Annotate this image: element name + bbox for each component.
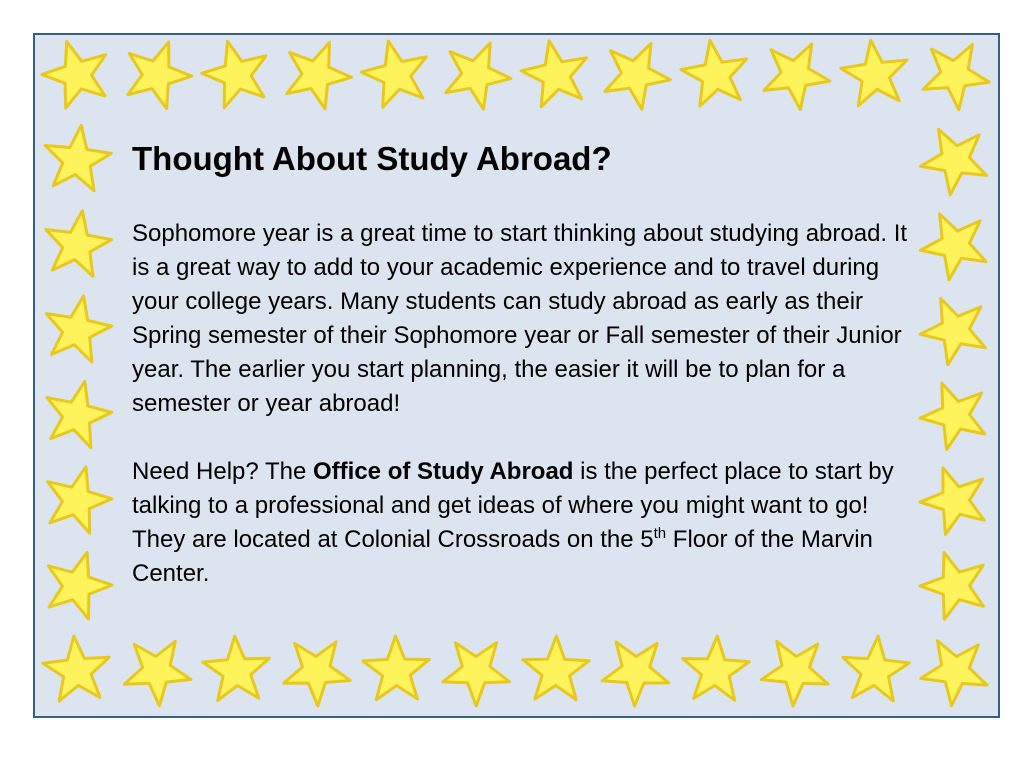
star-icon bbox=[841, 40, 907, 105]
star-icon bbox=[681, 40, 747, 106]
star-icon bbox=[284, 642, 351, 706]
star-icon bbox=[521, 41, 586, 107]
help-paragraph bbox=[132, 455, 922, 591]
star-icon bbox=[921, 129, 987, 195]
star-icon bbox=[605, 44, 671, 110]
star-icon bbox=[124, 641, 190, 706]
star-icon bbox=[46, 211, 112, 277]
star-icon bbox=[843, 636, 909, 701]
star-icon bbox=[683, 636, 750, 700]
star-icon bbox=[46, 296, 111, 362]
flyer-card bbox=[33, 33, 1000, 718]
star-icon bbox=[42, 42, 106, 109]
star-icon bbox=[363, 636, 430, 700]
star-icon bbox=[47, 381, 112, 447]
star-icon bbox=[923, 45, 989, 110]
office-name: Office of Study Abroad bbox=[313, 458, 574, 485]
star-icon bbox=[128, 42, 192, 109]
help-lead-text: Need Help? The bbox=[132, 458, 314, 485]
star-icon bbox=[920, 383, 985, 449]
star-icon bbox=[761, 641, 828, 706]
flyer-title: Thought About Study Abroad? bbox=[132, 140, 612, 177]
star-icon bbox=[203, 636, 269, 700]
flyer-content bbox=[132, 135, 922, 591]
star-icon bbox=[48, 467, 112, 533]
floor-ordinal-suffix: th bbox=[653, 525, 667, 542]
help-tail-text: Floor of the Marvin Center. bbox=[132, 526, 873, 587]
star-icon bbox=[443, 643, 510, 706]
help-middle-text: is the perfect place to start by talking to a professional and get ideas of where you might want to go! They are located at Colonial Crossroads on the 5 bbox=[132, 458, 894, 553]
star-icon bbox=[48, 552, 112, 619]
star-icon bbox=[43, 636, 109, 701]
star-icon bbox=[202, 41, 266, 108]
star-icon bbox=[361, 41, 426, 107]
star-icon bbox=[920, 299, 985, 365]
star-icon bbox=[920, 468, 984, 535]
star-icon bbox=[446, 43, 511, 109]
star-icon bbox=[920, 553, 983, 620]
star-icon bbox=[764, 44, 830, 110]
star-icon bbox=[287, 43, 352, 109]
star-icon bbox=[921, 641, 987, 706]
intro-paragraph: Sophomore year is a great time to start thinking about studying abroad. It is a great way to add to your academic experience and to travel during your college years. Many students can study abroad as early as their Spring semester of their Sophomore year or Fall semester of their Junior year. The earlier you start planning, the easier it will be to plan for a semester or year abroad! bbox=[132, 220, 908, 417]
star-icon bbox=[45, 125, 111, 190]
star-icon bbox=[523, 636, 590, 700]
star-icon bbox=[602, 642, 669, 706]
star-icon bbox=[920, 214, 986, 280]
